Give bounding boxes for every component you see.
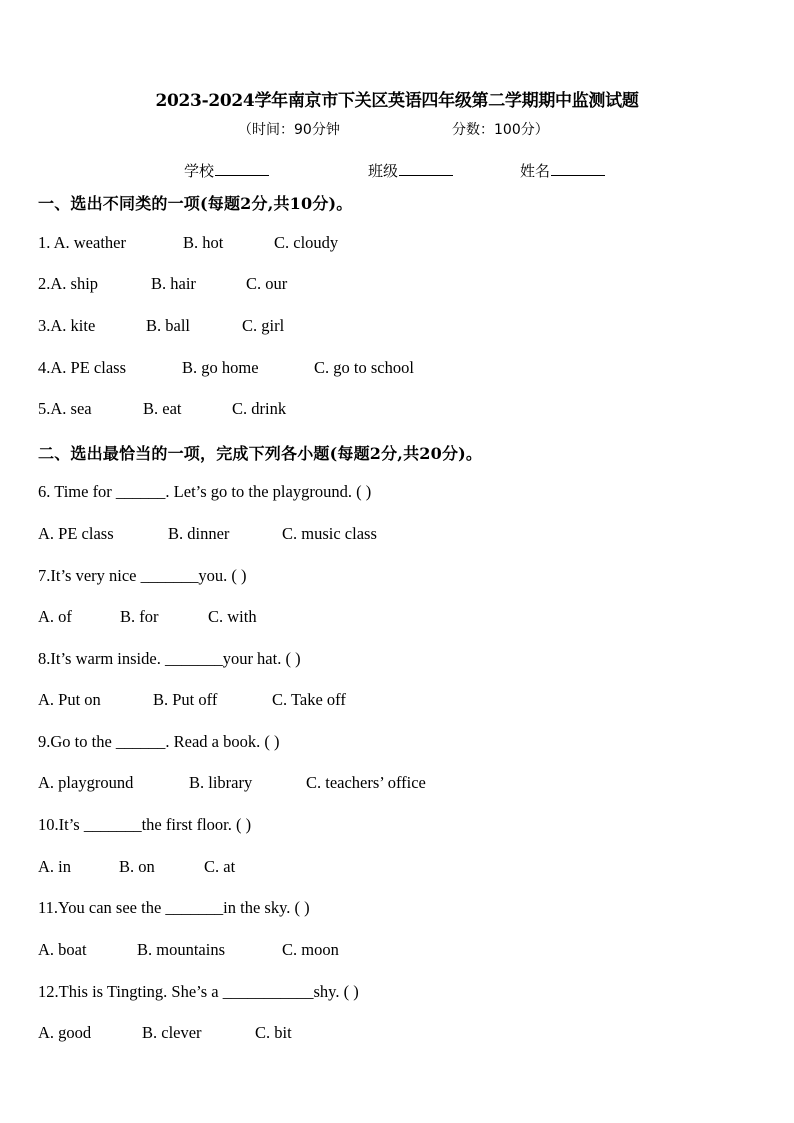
q6-option-a: A. PE class — [38, 524, 114, 543]
q3-option-a: 3.A. kite — [38, 316, 96, 335]
q5-option-b: B. eat — [143, 399, 182, 418]
q7-option-b: B. for — [120, 607, 159, 626]
q10-option-a: A. in — [38, 857, 71, 876]
q6-option-b: B. dinner — [168, 524, 230, 543]
q12-option-a: A. good — [38, 1023, 92, 1042]
class-label: 班级 — [368, 162, 399, 180]
q9-option-b: B. library — [189, 773, 253, 792]
name-label: 姓名 — [520, 162, 551, 180]
question-10-stem: 10.It’s _______the first floor. ( ) — [38, 815, 252, 834]
school-blank[interactable] — [215, 161, 269, 176]
q8-option-c: C. Take off — [272, 690, 346, 709]
q3-option-b: B. ball — [146, 316, 190, 335]
school-field — [184, 160, 269, 181]
question-8-stem: 8.It’s warm inside. _______your hat. ( ) — [38, 649, 301, 668]
name-field — [520, 160, 605, 181]
question-12-stem: 12.This is Tingting. She’s a ___________shy. ( ) — [38, 982, 359, 1001]
q10-option-b: B. on — [119, 857, 155, 876]
q1-option-b: B. hot — [183, 233, 224, 252]
q4-option-a: 4.A. PE class — [38, 358, 126, 377]
q12-option-c: C. bit — [255, 1023, 292, 1042]
q4-option-c: C. go to school — [314, 358, 414, 377]
q8-option-a: A. Put on — [38, 690, 101, 709]
section2-heading: 二、选出最恰当的一项，完成下列各小题(每题2分,共20分)。 — [38, 444, 483, 463]
q11-option-a: A. boat — [38, 940, 87, 959]
q12-option-b: B. clever — [142, 1023, 202, 1042]
name-blank[interactable] — [551, 161, 605, 176]
q5-option-a: 5.A. sea — [38, 399, 92, 418]
exam-score: 分数：100分） — [452, 122, 549, 138]
q1-option-c: C. cloudy — [274, 233, 339, 252]
q1-option-a: 1. A. weather — [38, 233, 126, 252]
question-6-stem: 6. Time for ______. Let’s go to the playground. ( ) — [38, 482, 372, 501]
q9-option-a: A. playground — [38, 773, 134, 792]
q7-option-a: A. of — [38, 607, 72, 626]
question-7-stem: 7.It’s very nice _______you. ( ) — [38, 566, 247, 585]
q6-option-c: C. music class — [282, 524, 377, 543]
q2-option-b: B. hair — [151, 274, 196, 293]
class-blank[interactable] — [399, 161, 453, 176]
q4-option-b: B. go home — [182, 358, 259, 377]
question-9-stem: 9.Go to the ______. Read a book. ( ) — [38, 732, 280, 751]
class-field — [368, 160, 453, 181]
q7-option-c: C. with — [208, 607, 257, 626]
q2-option-a: 2.A. ship — [38, 274, 99, 293]
q9-option-c: C. teachers’ office — [306, 773, 426, 792]
exam-title: 2023-2024学年南京市下关区英语四年级第二学期期中监测试题 — [155, 91, 639, 111]
q3-option-c: C. girl — [242, 316, 285, 335]
section1-heading: 一、选出不同类的一项(每题2分,共10分)。 — [38, 194, 353, 213]
q8-option-b: B. Put off — [153, 690, 218, 709]
q11-option-c: C. moon — [282, 940, 339, 959]
q11-option-b: B. mountains — [137, 940, 226, 959]
q10-option-c: C. at — [204, 857, 236, 876]
exam-time: （时间：90分钟 — [238, 122, 340, 138]
school-label: 学校 — [184, 162, 215, 180]
question-11-stem: 11.You can see the _______in the sky. ( ) — [38, 898, 310, 917]
q5-option-c: C. drink — [232, 399, 287, 418]
q2-option-c: C. our — [246, 274, 288, 293]
